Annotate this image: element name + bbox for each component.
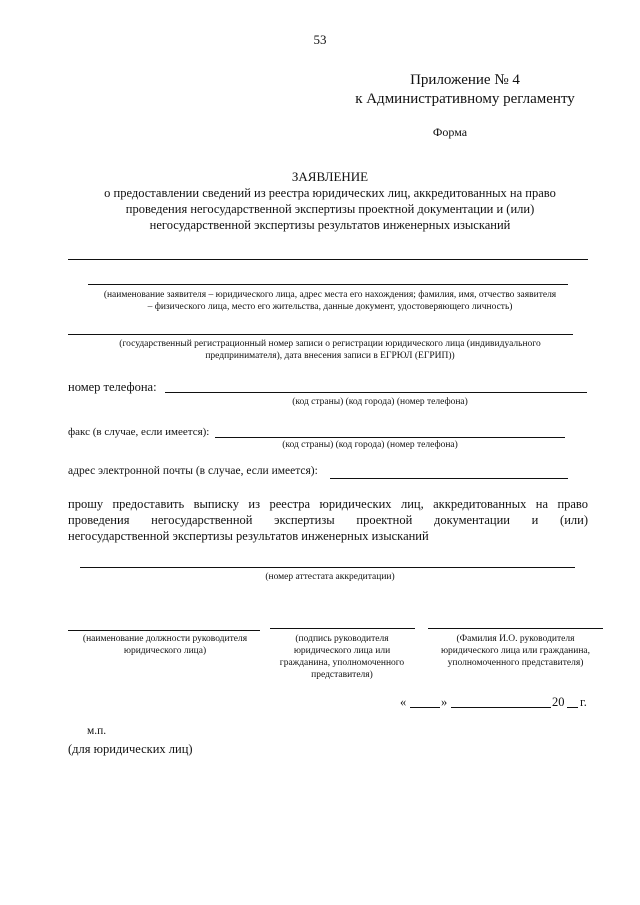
signature-field-line[interactable] [270, 628, 415, 629]
phone-hint: (код страны) (код города) (номер телефона) [292, 397, 468, 407]
signature-hint-line-1: (подпись руководителя [295, 634, 389, 644]
phone-field-line[interactable] [165, 392, 587, 393]
position-hint-line-2: юридического лица) [123, 646, 207, 656]
request-line-1: прошу предоставить выписку из реестра юридических лиц, аккредитованных на право [68, 497, 588, 511]
date-day-field[interactable] [410, 707, 440, 708]
applicant-hint-line-2: – физического лица, место его жительства, данные документ, удостоверяющего личность) [147, 302, 513, 312]
position-hint-line-1: (наименование должности руководителя [82, 634, 248, 644]
document-subject [60, 185, 600, 233]
appendix-subtitle: к Административному регламенту [355, 91, 575, 107]
certificate-hint: (номер аттестата аккредитации) [265, 572, 395, 582]
subject-line-3: негосударственной экспертизы результатов инженерных изысканий [149, 218, 511, 232]
phone-label: номер телефона: [68, 380, 157, 394]
fullname-hint-line-1: (Фамилия И.О. руководителя [456, 634, 575, 644]
applicant-hint [60, 289, 600, 313]
date-month-field[interactable] [451, 707, 551, 708]
registration-hint-line-2: предпринимателя), дата внесения записи в ЕГРЮЛ (ЕГРИП)) [205, 351, 455, 361]
date-open-quote: « [400, 695, 407, 709]
email-label: адрес электронной почты (в случае, если имеется): [68, 465, 318, 477]
request-line-2: проведения негосударственной экспертизы проектной документации и (или) [68, 513, 588, 527]
form-label: Форма [432, 125, 468, 139]
applicant-field-line-2[interactable] [88, 284, 568, 285]
signature-hint-line-3: гражданина, уполномоченного [279, 658, 405, 668]
document-title: ЗАЯВЛЕНИЕ [291, 169, 369, 184]
date-year-field[interactable] [567, 707, 578, 708]
appendix-title: Приложение № 4 [410, 72, 520, 88]
registration-hint [70, 338, 590, 362]
signature-hint-line-2: юридического лица или [293, 646, 391, 656]
fullname-field-line[interactable] [428, 628, 603, 629]
subject-line-1: о предоставлении сведений из реестра юридических лиц, аккредитованных на право [104, 186, 556, 200]
fax-field-line[interactable] [215, 437, 565, 438]
date-year-prefix: 20 [552, 695, 565, 709]
signature-hint [262, 633, 422, 681]
applicant-hint-line-1: (наименование заявителя – юридического лица, адрес места его нахождения; фамилия, имя, отчество заявителя [103, 290, 557, 300]
email-field-line[interactable] [330, 478, 568, 479]
fax-hint: (код страны) (код города) (номер телефона) [282, 440, 458, 450]
date-year-suffix: г. [580, 695, 587, 709]
registration-field-line[interactable] [68, 334, 573, 335]
certificate-field-line[interactable] [80, 567, 575, 568]
request-paragraph [68, 496, 588, 544]
signature-hint-line-4: представителя) [311, 670, 373, 680]
fullname-hint [418, 633, 613, 669]
fullname-hint-line-3: уполномоченного представителя) [447, 658, 584, 668]
registration-hint-line-1: (государственный регистрационный номер записи о регистрации юридического лица (индивидуального [119, 339, 541, 349]
stamp-label: м.п. [87, 725, 107, 737]
stamp-note: (для юридических лиц) [68, 742, 193, 756]
position-hint [60, 633, 270, 657]
position-field-line[interactable] [68, 630, 260, 631]
fax-label: факс (в случае, если имеется): [68, 426, 210, 438]
page-number: 53 [313, 32, 327, 47]
request-line-3: негосударственной экспертизы результатов инженерных изысканий [68, 529, 429, 543]
applicant-field-line-1[interactable] [68, 259, 588, 260]
date-close-quote: » [441, 695, 448, 709]
subject-line-2: проведения негосударственной экспертизы проектной документации и (или) [125, 202, 535, 216]
fullname-hint-line-2: юридического лица или гражданина, [440, 646, 591, 656]
